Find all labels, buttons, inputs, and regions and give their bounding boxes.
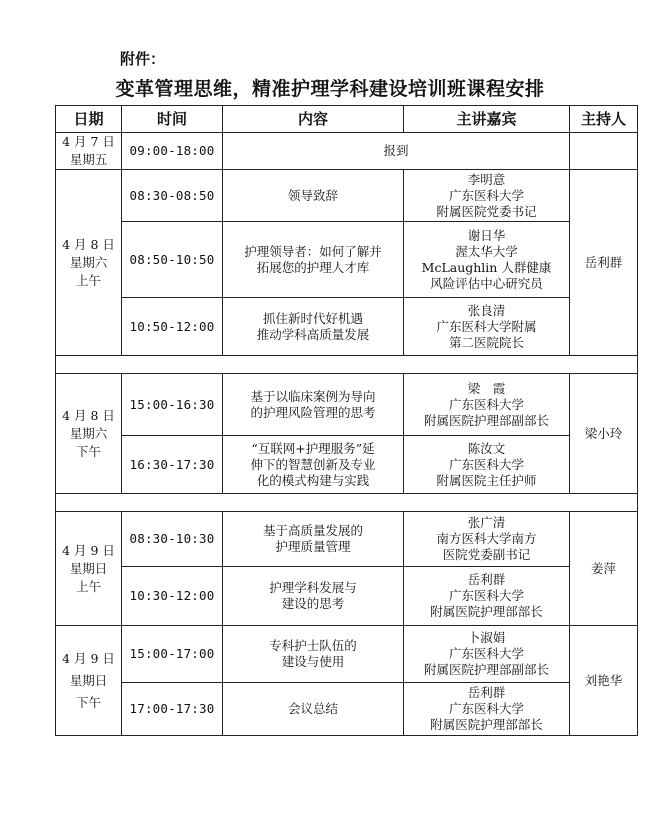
content-cell: 专科护士队伍的 建设与使用 [223, 626, 404, 683]
separator-row [56, 494, 638, 512]
date-cell: 4 月 7 日 星期五 [56, 133, 122, 170]
table-row [56, 436, 638, 494]
date-cell: 4 月 9 日 星期日 下午 [56, 626, 122, 736]
time-cell: 16:30-17:30 [122, 436, 223, 494]
time-cell: 10:50-12:00 [122, 298, 223, 356]
time-cell: 17:00-17:30 [122, 683, 223, 736]
host-cell: 刘艳华 [570, 626, 638, 736]
table-header-row [56, 106, 638, 133]
host-cell: 姜萍 [570, 512, 638, 626]
content-cell: 会议总结 [223, 683, 404, 736]
table-row [56, 133, 638, 170]
table-row [56, 567, 638, 626]
separator-row [56, 356, 638, 374]
content-cell: 报到 [223, 133, 570, 170]
host-cell: 梁小玲 [570, 374, 638, 494]
table-row [56, 626, 638, 683]
date-cell: 4 月 8 日 星期六 下午 [56, 374, 122, 494]
speaker-cell: 张广清 南方医科大学南方 医院党委副书记 [404, 512, 570, 567]
content-cell: 基于以临床案例为导向 的护理风险管理的思考 [223, 374, 404, 436]
content-cell: 护理领导者：如何了解并 拓展您的护理人才库 [223, 222, 404, 298]
time-cell: 08:30-10:30 [122, 512, 223, 567]
date-cell: 4 月 9 日 星期日 上午 [56, 512, 122, 626]
content-cell: “互联网+护理服务”延 伸下的智慧创新及专业 化的模式构建与实践 [223, 436, 404, 494]
table-row [56, 374, 638, 436]
speaker-cell: 岳利群 广东医科大学 附属医院护理部部长 [404, 683, 570, 736]
speaker-cell: 梁 霞 广东医科大学 附属医院护理部副部长 [404, 374, 570, 436]
content-cell: 基于高质量发展的 护理质量管理 [223, 512, 404, 567]
schedule-table [55, 105, 638, 736]
table-row [56, 298, 638, 356]
host-cell [570, 133, 638, 170]
content-cell: 抓住新时代好机遇 推动学科高质量发展 [223, 298, 404, 356]
speaker-cell: 卜淑娟 广东医科大学 附属医院护理部副部长 [404, 626, 570, 683]
table-row [56, 683, 638, 736]
table-row [56, 512, 638, 567]
speaker-cell: 张良清 广东医科大学附属 第二医院院长 [404, 298, 570, 356]
time-cell: 08:50-10:50 [122, 222, 223, 298]
speaker-cell: 陈汝文 广东医科大学 附属医院主任护师 [404, 436, 570, 494]
time-cell: 15:00-16:30 [122, 374, 223, 436]
time-cell: 15:00-17:00 [122, 626, 223, 683]
content-cell: 领导致辞 [223, 170, 404, 222]
column-header-date: 日期 [56, 106, 122, 133]
time-cell: 09:00-18:00 [122, 133, 223, 170]
table-row [56, 170, 638, 222]
date-cell: 4 月 8 日 星期六 上午 [56, 170, 122, 356]
content-cell: 护理学科发展与 建设的思考 [223, 567, 404, 626]
column-header-content: 内容 [223, 106, 404, 133]
speaker-cell: 谢日华 渥太华大学 McLaughlin 人群健康 风险评估中心研究员 [404, 222, 570, 298]
time-cell: 10:30-12:00 [122, 567, 223, 626]
attachment-label: 附件： [120, 50, 166, 68]
host-cell: 岳利群 [570, 170, 638, 356]
speaker-cell: 岳利群 广东医科大学 附属医院护理部部长 [404, 567, 570, 626]
column-header-host: 主持人 [570, 106, 638, 133]
column-header-time: 时间 [122, 106, 223, 133]
time-cell: 08:30-08:50 [122, 170, 223, 222]
document-title: 变革管理思维，精准护理学科建设培训班课程安排 [115, 78, 545, 100]
table-row [56, 222, 638, 298]
column-header-speaker: 主讲嘉宾 [404, 106, 570, 133]
speaker-cell: 李明意 广东医科大学 附属医院党委书记 [404, 170, 570, 222]
